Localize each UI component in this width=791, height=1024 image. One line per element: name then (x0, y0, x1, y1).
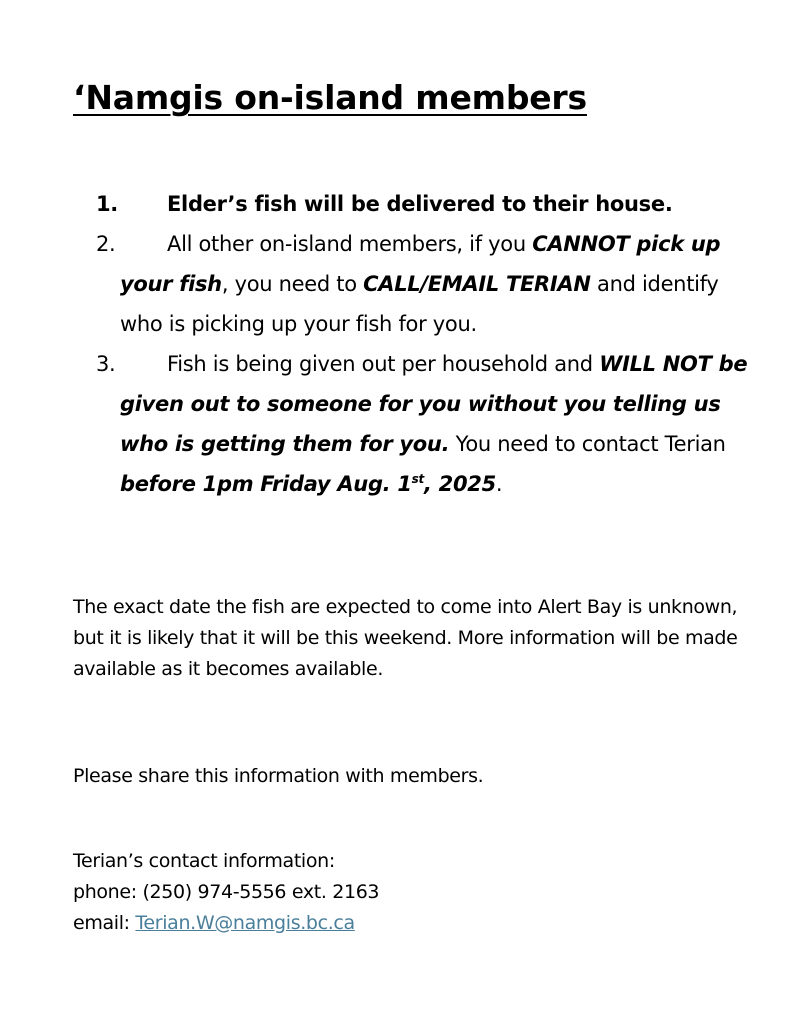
list-item-text: Fish is being given out per household and (167, 352, 600, 376)
list-number: 3. (96, 352, 116, 376)
list-item-text: , you need to (221, 272, 364, 296)
list-number: 2. (96, 232, 116, 256)
contact-phone: phone: (250) 974-5556 ext. 2163 (73, 881, 380, 903)
deadline-text: before 1pm Friday Aug. 1st, 2025 (120, 472, 496, 496)
list-item-text: and identify who is picking up your fish for you. (120, 272, 719, 336)
email-label: email: (73, 912, 136, 934)
date-info-paragraph: The exact date the fish are expected to come into Alert Bay is unknown, but it is likely that it will be this weekend. More information will be made available as it becomes available. (73, 596, 738, 680)
emphasis-text: CANNOT pick up your fish (120, 232, 721, 296)
list-item (96, 344, 756, 504)
contact-block (73, 846, 763, 939)
share-info-paragraph: Please share this information with members. (73, 765, 484, 787)
list-item-text: All other on-island members, if you (167, 232, 533, 256)
list-number: 1. (96, 192, 118, 216)
contact-heading: Terian’s contact information: (73, 850, 335, 872)
instructions-list (96, 184, 756, 504)
list-item (96, 184, 756, 224)
contact-email-row (73, 908, 763, 939)
emphasis-text: WILL NOT be given out to someone for you without you telling us who is getting them for you. (120, 352, 748, 456)
list-item (96, 224, 756, 344)
list-item-text: . (495, 472, 503, 496)
page-title: ‘Namgis on-island members (73, 78, 587, 117)
emphasis-text: CALL/EMAIL TERIAN (363, 272, 591, 296)
email-link[interactable]: Terian.W@namgis.bc.ca (135, 912, 355, 934)
list-item-text: Elder’s fish will be delivered to their house. (167, 192, 673, 216)
list-item-text: You need to contact Terian (449, 432, 726, 456)
